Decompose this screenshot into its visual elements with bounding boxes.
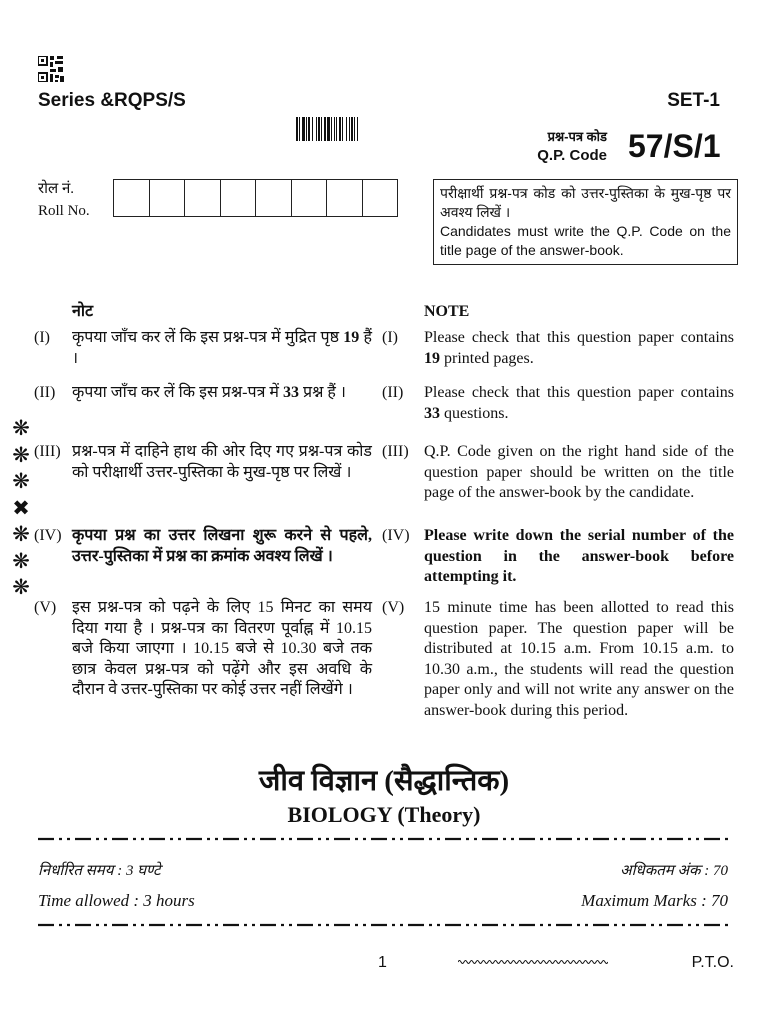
time-allowed-en: Time allowed : 3 hours bbox=[38, 891, 195, 910]
qp-code-label-en: Q.P. Code bbox=[537, 147, 607, 164]
asterisk-icon: ❋ bbox=[12, 522, 30, 546]
item-text: कृपया जाँच कर लें कि इस प्रश्न-पत्र में 33 प्रश्न हैं । bbox=[72, 384, 346, 401]
subject-title-hi: जीव विज्ञान (सैद्धान्तिक) bbox=[258, 765, 510, 797]
item-text: Please check that this question paper contains 19 printed pages. bbox=[424, 329, 734, 367]
item-number: (III) bbox=[34, 443, 61, 460]
set-label: SET-1 bbox=[667, 90, 720, 111]
roll-digit-box[interactable] bbox=[292, 180, 328, 216]
instruction-hi: परीक्षार्थी प्रश्न-पत्र कोड को उत्तर-पुस्तिका के मुख-पृष्ठ पर अवश्य लिखें । bbox=[440, 185, 731, 220]
item-number: (II) bbox=[34, 384, 56, 401]
note-heading-en: NOTE bbox=[424, 303, 470, 320]
item-number: (I) bbox=[382, 329, 398, 346]
asterisk-icon: ❋ bbox=[12, 442, 30, 467]
item-number: (I) bbox=[34, 329, 50, 346]
dash-divider bbox=[38, 836, 730, 842]
wavy-line-icon bbox=[458, 956, 608, 968]
note-heading-hi: नोट bbox=[72, 303, 94, 320]
item-number: (II) bbox=[382, 384, 404, 401]
item-text: Please check that this question paper contains 33 questions. bbox=[424, 384, 734, 422]
asterisk-icon: ❋ bbox=[12, 416, 30, 440]
note-english-column bbox=[382, 302, 734, 762]
note-hindi-column bbox=[34, 302, 379, 742]
item-text: कृपया प्रश्न का उत्तर लिखना शुरू करने से पहले, उत्तर-पुस्तिका में प्रश्न का क्रमांक अवश्य लिखें । bbox=[72, 527, 372, 565]
roll-number-label bbox=[38, 178, 90, 222]
item-number: (IV) bbox=[382, 527, 410, 544]
dash-divider bbox=[38, 922, 730, 928]
asterisk-icon: ❋ bbox=[12, 548, 30, 573]
item-text: Q.P. Code given on the right hand side of the question paper should be written on the title page of the answer-book by the candidate. bbox=[424, 443, 734, 501]
item-text: इस प्रश्न-पत्र को पढ़ने के लिए 15 मिनट का समय दिया गया है । प्रश्न-पत्र का वितरण पूर्वाह्न में 10.15 बजे किया जाएगा । 10.15 बजे से 10.30 बजे तक छात्र केवल प्रश्न-पत्र को पढ़ेंगे और इस अवधि के दौरान वे उत्तर-पुस्तिका पर कोई उत्तर नहीं लिखेंगे । bbox=[72, 599, 372, 698]
pto-label: P.T.O. bbox=[691, 954, 734, 971]
barcode-icon bbox=[296, 117, 406, 141]
side-marks bbox=[8, 415, 34, 601]
item-text: कृपया जाँच कर लें कि इस प्रश्न-पत्र में मुद्रित पृष्ठ 19 हैं । bbox=[72, 329, 372, 367]
roll-label-en: Roll No. bbox=[38, 203, 90, 219]
item-text: 15 minute time has been allotted to read this question paper. The question paper will be distributed at 10.15 a.m. From 10.15 a.m. to 10.30 a.m., the students will read the question paper only and will not write any answer on the answer-book during this period. bbox=[424, 599, 734, 719]
roll-digit-box[interactable] bbox=[221, 180, 257, 216]
time-allowed-hi: निर्धारित समय : 3 घण्टे bbox=[38, 863, 161, 879]
series-label: Series &RQPS/S bbox=[38, 90, 186, 111]
asterisk-icon: ❋ bbox=[12, 575, 30, 599]
roll-digit-box[interactable] bbox=[150, 180, 186, 216]
roll-label-hi: रोल नं. bbox=[38, 181, 75, 197]
item-number: (III) bbox=[382, 443, 409, 460]
roll-digit-box[interactable] bbox=[185, 180, 221, 216]
subject-title-en: BIOLOGY (Theory) bbox=[287, 802, 481, 827]
item-text: प्रश्न-पत्र में दाहिने हाथ की ओर दिए गए प्रश्न-पत्र कोड को परीक्षार्थी उत्तर-पुस्तिका के मुख-पृष्ठ पर लिखें । bbox=[72, 443, 372, 481]
item-number: (V) bbox=[382, 599, 405, 616]
item-text: Please write down the serial number of the question in the answer-book before attempting it. bbox=[424, 527, 734, 585]
qp-code: 57/S/1 bbox=[628, 128, 721, 164]
item-number: (V) bbox=[34, 599, 57, 616]
roll-digit-box[interactable] bbox=[256, 180, 292, 216]
roll-number-boxes bbox=[113, 179, 398, 217]
roll-digit-box[interactable] bbox=[114, 180, 150, 216]
page-number: 1 bbox=[378, 954, 387, 971]
instruction-box bbox=[433, 179, 738, 265]
qp-code-label-hi: प्रश्न-पत्र कोड bbox=[547, 129, 607, 144]
roll-digit-box[interactable] bbox=[363, 180, 398, 216]
instruction-en: Candidates must write the Q.P. Code on the title page of the answer-book. bbox=[440, 223, 731, 258]
item-number: (IV) bbox=[34, 527, 62, 544]
qp-code-label bbox=[505, 128, 607, 166]
max-marks-en: Maximum Marks : 70 bbox=[581, 891, 728, 910]
roll-digit-box[interactable] bbox=[327, 180, 363, 216]
cross-icon: ✖ bbox=[12, 495, 30, 520]
qr-code-icon bbox=[38, 56, 66, 82]
asterisk-icon: ❋ bbox=[12, 469, 30, 493]
max-marks-hi: अधिकतम अंक : 70 bbox=[620, 863, 728, 879]
